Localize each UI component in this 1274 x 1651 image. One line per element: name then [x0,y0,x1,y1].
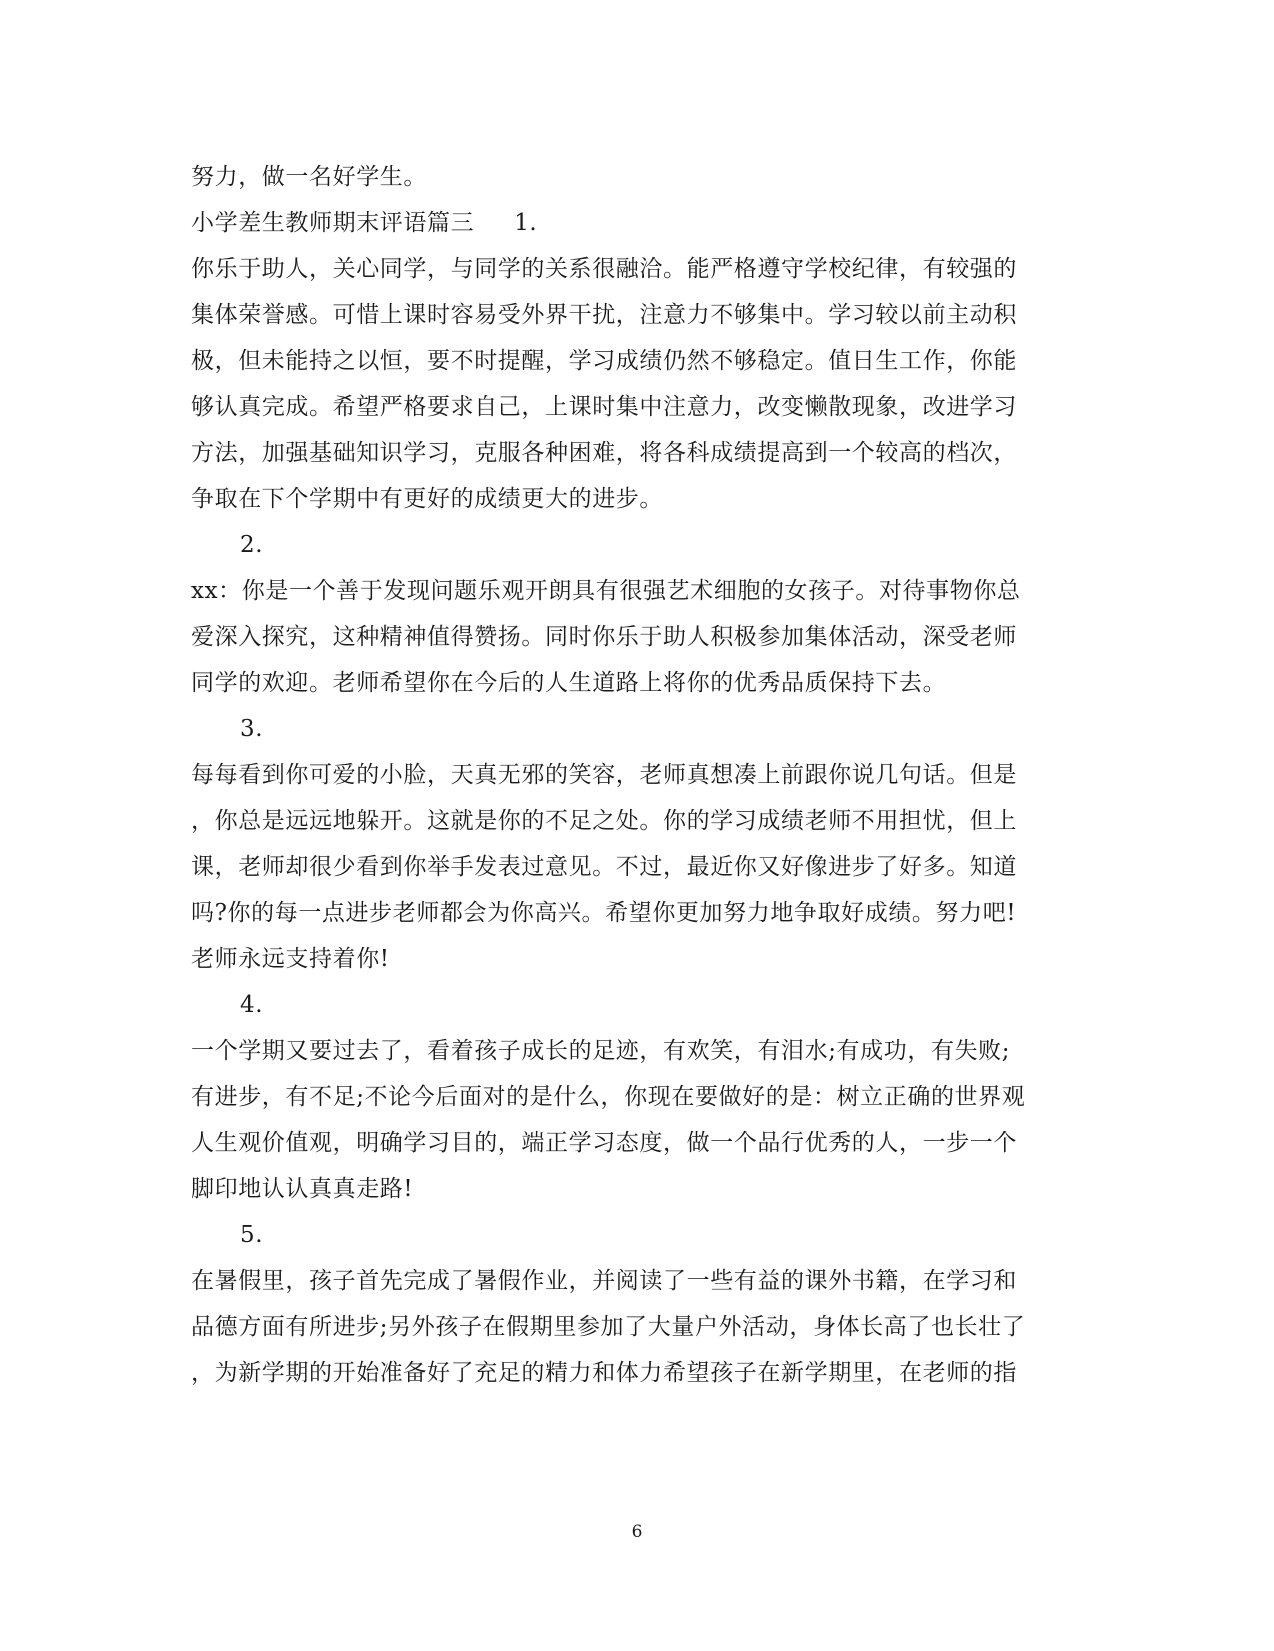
text-line: 极，但未能持之以恒，要不时提醒，学习成绩仍然不够稳定。值日生工作，你能 [191,348,1017,374]
text-line: 同学的欢迎。老师希望你在今后的人生道路上将你的优秀品质保持下去。 [191,670,947,696]
text-line: 集体荣誉感。可惜上课时容易受外界干扰，注意力不够集中。学习较以前主动积 [191,302,1017,328]
text-line: 够认真完成。希望严格要求自己，上课时集中注意力，改变懒散现象，改进学习 [191,394,1017,420]
text-line: 方法，加强基础知识学习，克服各种困难，将各科成绩提高到一个较高的档次， [191,440,1017,466]
text-line: 吗?你的每一点进步老师都会为你高兴。希望你更加努力地争取好成绩。努力吧! [191,900,1017,926]
text-line: 品德方面有所进步;另外孩子在假期里参加了大量户外活动，身体长高了也长壮了 [191,1314,1026,1340]
text-line: 课，老师却很少看到你举手发表过意见。不过，最近你又好像进步了好多。知道 [191,854,1017,880]
text-line: ，你总是远远地躲开。这就是你的不足之处。你的学习成绩老师不用担忧，但上 [191,808,1017,834]
text-line: 你乐于助人，关心同学，与同学的关系很融洽。能严格遵守学校纪律，有较强的 [191,256,1017,282]
item-number: 1. [514,210,538,236]
section-heading [191,203,1091,243]
item-number: 4. [240,992,264,1018]
text-line: 爱深入探究，这种精神值得赞扬。同时你乐于助人积极参加集体活动，深受老师 [191,624,1017,650]
text-line: 有进步，有不足;不论今后面对的是什么，你现在要做好的是：树立正确的世界观 [191,1084,1026,1110]
item-number: 5. [240,1222,264,1248]
text-line: 一个学期又要过去了，看着孩子成长的足迹，有欢笑，有泪水;有成功，有失败; [191,1038,1011,1064]
text-line: ，为新学期的开始准备好了充足的精力和体力希望孩子在新学期里，在老师的指 [191,1360,1017,1386]
section-title: 小学差生教师期末评语篇三 [191,210,475,236]
text-line: 脚印地认认真真走路! [191,1176,414,1202]
text-line: 在暑假里，孩子首先完成了暑假作业，并阅读了一些有益的课外书籍，在学习和 [191,1268,1017,1294]
text-line: 努力，做一名好学生。 [191,164,427,190]
text-line: 老师永远支持着你! [191,946,390,972]
text-line: 人生观价值观，明确学习目的，端正学习态度，做一个品行优秀的人，一步一个 [191,1130,1017,1156]
item-number: 2. [240,532,264,558]
page-number: 6 [631,1522,643,1542]
text-line: 争取在下个学期中有更好的成绩更大的进步。 [191,486,663,512]
item-number: 3. [240,716,264,742]
text-line: xx：你是一个善于发现问题乐观开朗具有很强艺术细胞的女孩子。对待事物你总 [191,578,1021,604]
text-line: 每每看到你可爱的小脸，天真无邪的笑容，老师真想凑上前跟你说几句话。但是 [191,762,1017,788]
